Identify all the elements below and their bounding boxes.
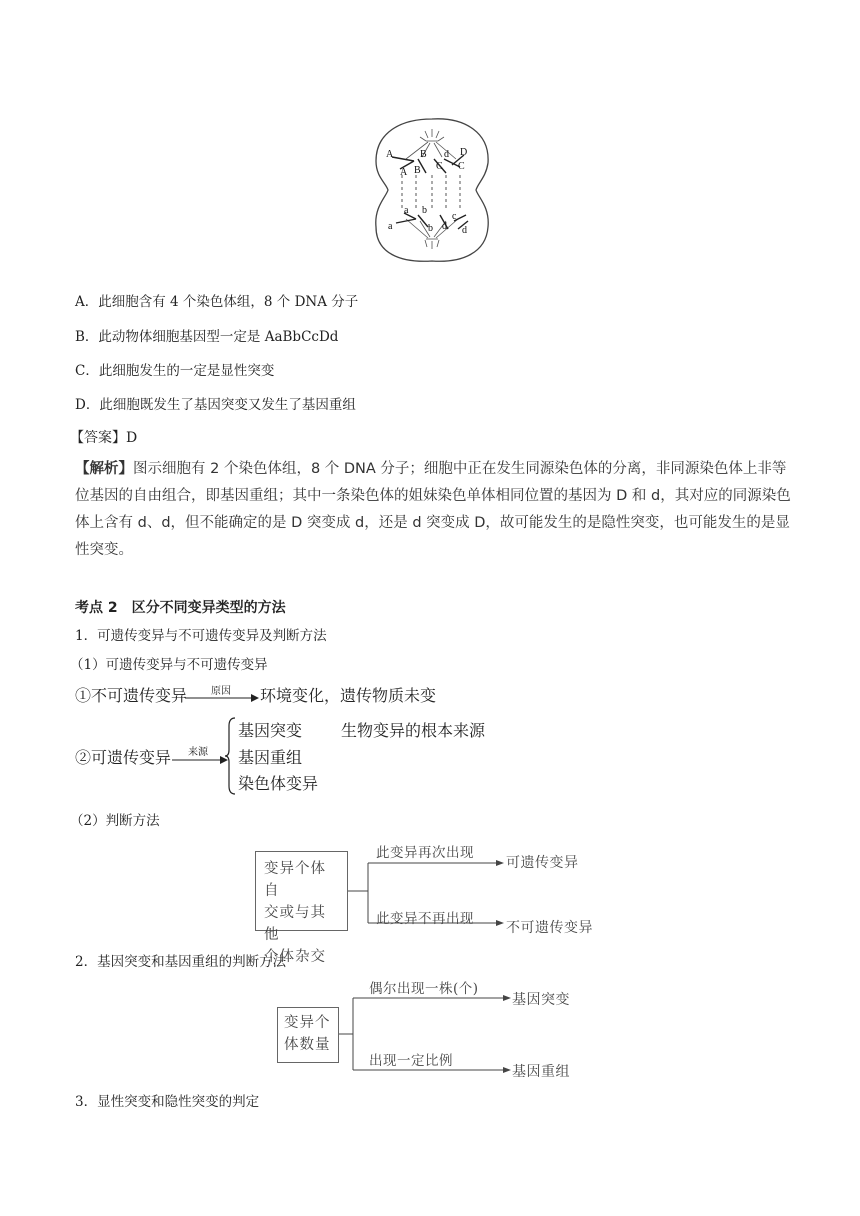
option-b: B．此动物体细胞基因型一定是 AaBbCcDd bbox=[75, 329, 339, 345]
box-line: 变异个体自 bbox=[264, 861, 326, 899]
box-line: 变异个 bbox=[284, 1015, 331, 1031]
gene-label: B bbox=[420, 149, 427, 160]
option-a: A．此细胞含有 4 个染色体组，8 个 DNA 分子 bbox=[75, 294, 359, 310]
item-2-heading: 2．基因突变和基因重组的判断方法 bbox=[75, 954, 287, 970]
branch-gene-mutation: 基因突变 bbox=[238, 721, 303, 740]
gene-label: A bbox=[386, 149, 394, 160]
gene-label: C bbox=[458, 161, 465, 172]
gene-label: d bbox=[462, 225, 467, 236]
diagram-2-box bbox=[277, 1007, 339, 1063]
cell-division-figure bbox=[370, 115, 494, 265]
cause-arrow-label: 原因 bbox=[211, 686, 231, 697]
gene-label: c bbox=[452, 211, 457, 222]
option-c: C．此细胞发生的一定是显性突变 bbox=[75, 363, 275, 379]
diagram-2-upper-edge: 偶尔出现一株(个) bbox=[369, 981, 479, 997]
gene-label: a bbox=[404, 205, 409, 216]
gene-label: D bbox=[460, 147, 468, 158]
homolog-connectors bbox=[402, 175, 460, 211]
diagram-1-upper-result: 可遗传变异 bbox=[506, 855, 579, 871]
section-title: 考点 2 区分不同变异类型的方法 bbox=[75, 600, 286, 616]
brace-icon bbox=[225, 716, 237, 796]
diagram-1-upper-edge: 此变异再次出现 bbox=[376, 845, 474, 861]
non-heritable-result: 环境变化，遗传物质未变 bbox=[260, 686, 437, 705]
non-heritable-label: ①不可遗传变异 bbox=[75, 686, 188, 705]
gene-label: A bbox=[400, 167, 408, 178]
item-1-heading: 1．可遗传变异与不可遗传变异及判断方法 bbox=[75, 628, 327, 644]
source-arrow bbox=[172, 754, 228, 766]
explanation bbox=[75, 456, 795, 564]
gene-label: a bbox=[388, 221, 393, 232]
branch-chromosome-variation: 染色体变异 bbox=[238, 774, 319, 793]
diagram-2-lower-edge: 出现一定比例 bbox=[369, 1053, 453, 1069]
branch-note: 生物变异的根本来源 bbox=[341, 721, 486, 740]
option-d: D．此细胞既发生了基因突变又发生了基因重组 bbox=[75, 397, 356, 413]
diagram-1-box bbox=[255, 851, 348, 965]
answer-line bbox=[70, 427, 137, 447]
diagram-2-lower-result: 基因重组 bbox=[512, 1064, 570, 1080]
box-line: 体数量 bbox=[284, 1037, 331, 1053]
explanation-text: 图示细胞有 2 个染色体组，8 个 DNA 分子；细胞中正在发生同源染色体的分离，非同源染色体上非等位基因的自由组合，即基因重组；其中一条染色体的姐妹染色单体相同位置的基因为 D 和 d，其对应的同源染色体上含有 d、d，但不能确定的是 D 突变成 d，还是 d 突变成 D，故可能发生的是隐性突变，也可能发生的是显性突变。 bbox=[75, 461, 791, 558]
diagram-1-lower-edge: 此变异不再出现 bbox=[376, 911, 474, 927]
box-line: 个体杂交 bbox=[264, 949, 326, 965]
branch-gene-recombination: 基因重组 bbox=[238, 748, 303, 767]
cause-arrow bbox=[185, 692, 259, 704]
item-3-heading: 3．显性突变和隐性突变的判定 bbox=[75, 1094, 260, 1110]
answer-value: D bbox=[126, 430, 138, 446]
cell-outline bbox=[376, 119, 488, 261]
gene-label: C bbox=[436, 161, 443, 172]
gene-label: d bbox=[444, 149, 449, 160]
heritable-label: ②可遗传变异 bbox=[75, 748, 172, 767]
diagram-2-upper-result: 基因突变 bbox=[512, 992, 570, 1008]
gene-label: B bbox=[414, 165, 421, 176]
sub-1-heading: （1）可遗传变异与不可遗传变异 bbox=[70, 657, 268, 673]
source-arrow-label: 来源 bbox=[188, 747, 208, 758]
answer-label: 【答案】 bbox=[70, 430, 126, 446]
gene-label: d bbox=[442, 221, 447, 232]
diagram-1-lower-result: 不可遗传变异 bbox=[506, 920, 593, 936]
sub-2-heading: （2）判断方法 bbox=[70, 813, 160, 829]
explanation-label: 【解析】 bbox=[75, 461, 133, 477]
gene-label: b bbox=[428, 223, 433, 234]
box-line: 交或与其他 bbox=[264, 905, 326, 943]
gene-label: b bbox=[422, 205, 427, 216]
